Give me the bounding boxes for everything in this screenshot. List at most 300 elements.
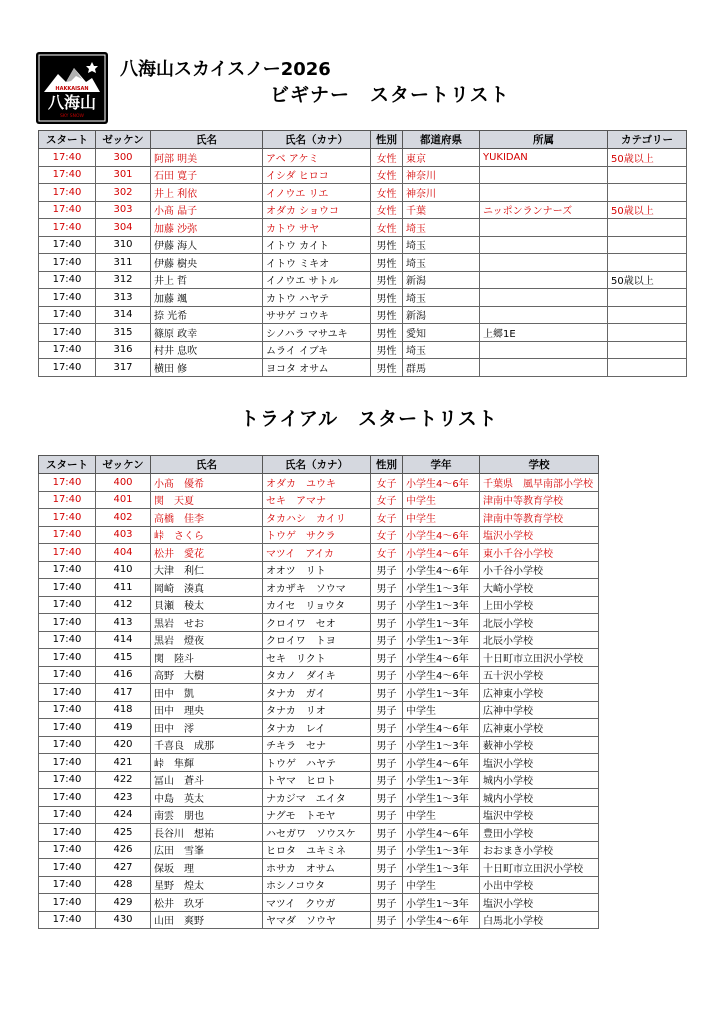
name-kana-cell: アベ アケミ xyxy=(263,149,371,167)
prefecture-cell: 愛知 xyxy=(403,324,480,342)
name-cell: 阿部 明美 xyxy=(151,149,263,167)
gender-cell: 女性 xyxy=(371,201,403,219)
gender-cell: 男子 xyxy=(371,841,403,859)
name-cell: 高橋 佳李 xyxy=(151,509,263,527)
grade-cell: 小学生1～3年 xyxy=(403,596,480,614)
column-header: 都道府県 xyxy=(403,131,480,149)
name-cell: 中島 英太 xyxy=(151,789,263,807)
name-cell: 貝瀬 稜太 xyxy=(151,596,263,614)
column-header: 氏名（カナ） xyxy=(263,456,371,474)
name-cell: 大津 利仁 xyxy=(151,561,263,579)
trial-row xyxy=(39,806,599,824)
column-header: 所属 xyxy=(480,131,608,149)
grade-cell: 中学生 xyxy=(403,701,480,719)
school-cell: 大崎小学校 xyxy=(480,579,599,597)
category-cell xyxy=(608,254,687,272)
category-cell xyxy=(608,324,687,342)
grade-cell: 小学生4～6年 xyxy=(403,824,480,842)
name-cell: 長谷川 想祐 xyxy=(151,824,263,842)
prefecture-cell: 新潟 xyxy=(403,271,480,289)
gender-cell: 男性 xyxy=(371,271,403,289)
beginner-row xyxy=(39,254,687,272)
bib-number-cell: 429 xyxy=(96,894,151,912)
logo-text-main: 八海山 xyxy=(47,93,97,112)
bib-number-cell: 315 xyxy=(96,324,151,342)
start-time-cell: 17:40 xyxy=(39,561,96,579)
grade-cell: 小学生4～6年 xyxy=(403,911,480,929)
trial-header-row xyxy=(39,456,599,474)
name-cell: 村井 息吹 xyxy=(151,341,263,359)
prefecture-cell: 群馬 xyxy=(403,359,480,377)
beginner-row xyxy=(39,201,687,219)
start-time-cell: 17:40 xyxy=(39,324,96,342)
prefecture-cell: 埼玉 xyxy=(403,289,480,307)
column-header: 学校 xyxy=(480,456,599,474)
name-cell: 伊藤 海人 xyxy=(151,236,263,254)
trial-row xyxy=(39,754,599,772)
bib-number-cell: 421 xyxy=(96,754,151,772)
bib-number-cell: 428 xyxy=(96,876,151,894)
affiliation-cell xyxy=(480,166,608,184)
trial-row xyxy=(39,596,599,614)
name-cell: 広田 雪峯 xyxy=(151,841,263,859)
gender-cell: 女子 xyxy=(371,474,403,492)
name-kana-cell: チキラ セナ xyxy=(263,736,371,754)
start-time-cell: 17:40 xyxy=(39,149,96,167)
trial-row xyxy=(39,789,599,807)
affiliation-cell xyxy=(480,184,608,202)
grade-cell: 小学生1～3年 xyxy=(403,789,480,807)
trial-row xyxy=(39,894,599,912)
affiliation-cell xyxy=(480,219,608,237)
gender-cell: 男性 xyxy=(371,289,403,307)
prefecture-cell: 埼玉 xyxy=(403,236,480,254)
trial-row xyxy=(39,684,599,702)
bib-number-cell: 417 xyxy=(96,684,151,702)
beginner-row xyxy=(39,341,687,359)
gender-cell: 男子 xyxy=(371,649,403,667)
start-time-cell: 17:40 xyxy=(39,544,96,562)
gender-cell: 男子 xyxy=(371,736,403,754)
bib-number-cell: 402 xyxy=(96,509,151,527)
event-logo xyxy=(36,52,108,124)
beginner-row xyxy=(39,324,687,342)
trial-row xyxy=(39,561,599,579)
bib-number-cell: 416 xyxy=(96,666,151,684)
name-kana-cell: タナカ リオ xyxy=(263,701,371,719)
bib-number-cell: 420 xyxy=(96,736,151,754)
grade-cell: 小学生1～3年 xyxy=(403,841,480,859)
prefecture-cell: 新潟 xyxy=(403,306,480,324)
affiliation-cell: YUKIDAN xyxy=(480,149,608,167)
name-kana-cell: カトウ サヤ xyxy=(263,219,371,237)
school-cell: 広神中学校 xyxy=(480,701,599,719)
grade-cell: 小学生4～6年 xyxy=(403,719,480,737)
affiliation-cell xyxy=(480,236,608,254)
bib-number-cell: 410 xyxy=(96,561,151,579)
start-time-cell: 17:40 xyxy=(39,236,96,254)
name-kana-cell: トウゲ ハヤテ xyxy=(263,754,371,772)
start-time-cell: 17:40 xyxy=(39,341,96,359)
gender-cell: 女性 xyxy=(371,149,403,167)
school-cell: 塩沢小学校 xyxy=(480,754,599,772)
affiliation-cell xyxy=(480,306,608,324)
beginner-row xyxy=(39,166,687,184)
name-cell: 保坂 理 xyxy=(151,859,263,877)
name-cell: 井上 哲 xyxy=(151,271,263,289)
gender-cell: 男子 xyxy=(371,719,403,737)
category-cell xyxy=(608,341,687,359)
column-header: ゼッケン xyxy=(96,131,151,149)
school-cell: 豊田小学校 xyxy=(480,824,599,842)
name-cell: 捺 光希 xyxy=(151,306,263,324)
trial-row xyxy=(39,719,599,737)
school-cell: 千葉県 風早南部小学校 xyxy=(480,474,599,492)
gender-cell: 男性 xyxy=(371,341,403,359)
affiliation-cell xyxy=(480,359,608,377)
grade-cell: 小学生4～6年 xyxy=(403,561,480,579)
trial-row xyxy=(39,509,599,527)
bib-number-cell: 304 xyxy=(96,219,151,237)
column-header: 氏名 xyxy=(151,456,263,474)
name-cell: 岡崎 湊真 xyxy=(151,579,263,597)
name-kana-cell: セキ リクト xyxy=(263,649,371,667)
start-time-cell: 17:40 xyxy=(39,754,96,772)
gender-cell: 女性 xyxy=(371,219,403,237)
grade-cell: 小学生4～6年 xyxy=(403,649,480,667)
name-kana-cell: ハセガワ ソウスケ xyxy=(263,824,371,842)
category-cell xyxy=(608,306,687,324)
start-time-cell: 17:40 xyxy=(39,701,96,719)
mountain-logo-icon xyxy=(36,52,108,124)
name-kana-cell: オダカ ショウコ xyxy=(263,201,371,219)
logo-text-bottom: SKY SNOW xyxy=(59,114,85,119)
start-time-cell: 17:40 xyxy=(39,894,96,912)
column-header: 性別 xyxy=(371,456,403,474)
gender-cell: 男子 xyxy=(371,771,403,789)
grade-cell: 小学生1～3年 xyxy=(403,684,480,702)
gender-cell: 女子 xyxy=(371,491,403,509)
gender-cell: 女性 xyxy=(371,184,403,202)
name-cell: 山田 爽野 xyxy=(151,911,263,929)
bib-number-cell: 426 xyxy=(96,841,151,859)
beginner-row xyxy=(39,306,687,324)
start-time-cell: 17:40 xyxy=(39,509,96,527)
bib-number-cell: 412 xyxy=(96,596,151,614)
school-cell: 白馬北小学校 xyxy=(480,911,599,929)
gender-cell: 男子 xyxy=(371,806,403,824)
trial-row xyxy=(39,666,599,684)
name-kana-cell: シノハラ マサユキ xyxy=(263,324,371,342)
grade-cell: 小学生4～6年 xyxy=(403,754,480,772)
category-cell xyxy=(608,184,687,202)
bib-number-cell: 418 xyxy=(96,701,151,719)
name-cell: 冨山 蒼斗 xyxy=(151,771,263,789)
bib-number-cell: 419 xyxy=(96,719,151,737)
bib-number-cell: 401 xyxy=(96,491,151,509)
trial-row xyxy=(39,771,599,789)
bib-number-cell: 411 xyxy=(96,579,151,597)
school-cell: 小千谷小学校 xyxy=(480,561,599,579)
bib-number-cell: 423 xyxy=(96,789,151,807)
name-cell: 南雲 朋也 xyxy=(151,806,263,824)
trial-row xyxy=(39,474,599,492)
school-cell: 五十沢小学校 xyxy=(480,666,599,684)
trial-start-list-table xyxy=(38,455,599,929)
gender-cell: 男子 xyxy=(371,859,403,877)
start-time-cell: 17:40 xyxy=(39,911,96,929)
start-time-cell: 17:40 xyxy=(39,166,96,184)
name-kana-cell: マツイ クウガ xyxy=(263,894,371,912)
name-kana-cell: ヒロタ ユキミネ xyxy=(263,841,371,859)
school-cell: 津南中等教育学校 xyxy=(480,509,599,527)
bib-number-cell: 415 xyxy=(96,649,151,667)
name-cell: 加藤 沙弥 xyxy=(151,219,263,237)
prefecture-cell: 埼玉 xyxy=(403,219,480,237)
name-kana-cell: タナカ ガイ xyxy=(263,684,371,702)
start-time-cell: 17:40 xyxy=(39,306,96,324)
gender-cell: 男子 xyxy=(371,631,403,649)
beginner-row xyxy=(39,289,687,307)
beginner-row xyxy=(39,149,687,167)
school-cell: 広神東小学校 xyxy=(480,719,599,737)
affiliation-cell xyxy=(480,254,608,272)
category-cell xyxy=(608,289,687,307)
beginner-start-list-table xyxy=(38,130,687,377)
name-cell: 千喜良 成那 xyxy=(151,736,263,754)
trial-row xyxy=(39,631,599,649)
gender-cell: 男性 xyxy=(371,254,403,272)
name-cell: 峠 隼輝 xyxy=(151,754,263,772)
trial-row xyxy=(39,824,599,842)
affiliation-cell xyxy=(480,271,608,289)
start-time-cell: 17:40 xyxy=(39,684,96,702)
beginner-row xyxy=(39,219,687,237)
grade-cell: 小学生1～3年 xyxy=(403,736,480,754)
gender-cell: 女子 xyxy=(371,544,403,562)
name-cell: 高野 大樹 xyxy=(151,666,263,684)
start-time-cell: 17:40 xyxy=(39,474,96,492)
bib-number-cell: 413 xyxy=(96,614,151,632)
name-kana-cell: タナカ レイ xyxy=(263,719,371,737)
name-kana-cell: ナグモ トモヤ xyxy=(263,806,371,824)
name-cell: 井上 利依 xyxy=(151,184,263,202)
name-cell: 小髙 優希 xyxy=(151,474,263,492)
name-kana-cell: クロイワ セオ xyxy=(263,614,371,632)
school-cell: 十日町市立田沢小学校 xyxy=(480,859,599,877)
affiliation-cell: ニッポンランナーズ xyxy=(480,201,608,219)
beginner-header-row xyxy=(39,131,687,149)
category-cell: 50歳以上 xyxy=(608,201,687,219)
name-kana-cell: オオツ リト xyxy=(263,561,371,579)
name-kana-cell: ヤマダ ソウヤ xyxy=(263,911,371,929)
grade-cell: 小学生1～3年 xyxy=(403,631,480,649)
name-kana-cell: イノウエ サトル xyxy=(263,271,371,289)
prefecture-cell: 神奈川 xyxy=(403,184,480,202)
start-time-cell: 17:40 xyxy=(39,736,96,754)
bib-number-cell: 303 xyxy=(96,201,151,219)
name-cell: 横田 修 xyxy=(151,359,263,377)
name-cell: 加藤 颯 xyxy=(151,289,263,307)
name-cell: 関 陸斗 xyxy=(151,649,263,667)
grade-cell: 小学生4～6年 xyxy=(403,474,480,492)
school-cell: 城内小学校 xyxy=(480,789,599,807)
gender-cell: 男性 xyxy=(371,306,403,324)
start-time-cell: 17:40 xyxy=(39,631,96,649)
school-cell: 東小千谷小学校 xyxy=(480,544,599,562)
beginner-row xyxy=(39,236,687,254)
start-time-cell: 17:40 xyxy=(39,579,96,597)
bib-number-cell: 403 xyxy=(96,526,151,544)
start-time-cell: 17:40 xyxy=(39,596,96,614)
category-cell xyxy=(608,166,687,184)
column-header: カテゴリー xyxy=(608,131,687,149)
gender-cell: 男子 xyxy=(371,701,403,719)
beginner-row xyxy=(39,359,687,377)
trial-row xyxy=(39,491,599,509)
column-header: スタート xyxy=(39,131,96,149)
start-time-cell: 17:40 xyxy=(39,841,96,859)
gender-cell: 男性 xyxy=(371,324,403,342)
school-cell: 塩沢小学校 xyxy=(480,526,599,544)
prefecture-cell: 千葉 xyxy=(403,201,480,219)
school-cell: 北辰小学校 xyxy=(480,614,599,632)
start-time-cell: 17:40 xyxy=(39,859,96,877)
trial-row xyxy=(39,841,599,859)
school-cell: おおまき小学校 xyxy=(480,841,599,859)
bib-number-cell: 425 xyxy=(96,824,151,842)
name-kana-cell: カトウ ハヤテ xyxy=(263,289,371,307)
name-cell: 松井 玖牙 xyxy=(151,894,263,912)
gender-cell: 男子 xyxy=(371,596,403,614)
gender-cell: 男性 xyxy=(371,359,403,377)
start-time-cell: 17:40 xyxy=(39,719,96,737)
trial-row xyxy=(39,876,599,894)
gender-cell: 男子 xyxy=(371,754,403,772)
trial-row xyxy=(39,579,599,597)
name-kana-cell: ナカジマ エイタ xyxy=(263,789,371,807)
name-kana-cell: ホサカ オサム xyxy=(263,859,371,877)
category-cell xyxy=(608,359,687,377)
bib-number-cell: 300 xyxy=(96,149,151,167)
name-kana-cell: セキ アマナ xyxy=(263,491,371,509)
name-cell: 星野 煌太 xyxy=(151,876,263,894)
column-header: 氏名 xyxy=(151,131,263,149)
trial-row xyxy=(39,544,599,562)
name-cell: 篠原 政幸 xyxy=(151,324,263,342)
grade-cell: 小学生4～6年 xyxy=(403,544,480,562)
name-kana-cell: タカノ ダイキ xyxy=(263,666,371,684)
name-kana-cell: マツイ アイカ xyxy=(263,544,371,562)
start-time-cell: 17:40 xyxy=(39,771,96,789)
trial-row xyxy=(39,701,599,719)
gender-cell: 男子 xyxy=(371,876,403,894)
gender-cell: 男子 xyxy=(371,614,403,632)
name-cell: 田中 澪 xyxy=(151,719,263,737)
start-time-cell: 17:40 xyxy=(39,184,96,202)
bib-number-cell: 404 xyxy=(96,544,151,562)
name-kana-cell: イトウ カイト xyxy=(263,236,371,254)
name-kana-cell: クロイワ トヨ xyxy=(263,631,371,649)
name-cell: 石田 寛子 xyxy=(151,166,263,184)
category-cell: 50歳以上 xyxy=(608,149,687,167)
trial-row xyxy=(39,649,599,667)
school-cell: 城内小学校 xyxy=(480,771,599,789)
bib-number-cell: 422 xyxy=(96,771,151,789)
name-cell: 関 天夏 xyxy=(151,491,263,509)
beginner-row xyxy=(39,271,687,289)
start-time-cell: 17:40 xyxy=(39,219,96,237)
gender-cell: 女性 xyxy=(371,166,403,184)
bib-number-cell: 311 xyxy=(96,254,151,272)
grade-cell: 小学生1～3年 xyxy=(403,771,480,789)
name-kana-cell: ササゲ コウキ xyxy=(263,306,371,324)
grade-cell: 小学生1～3年 xyxy=(403,859,480,877)
gender-cell: 男子 xyxy=(371,911,403,929)
category-cell xyxy=(608,219,687,237)
bib-number-cell: 400 xyxy=(96,474,151,492)
gender-cell: 男子 xyxy=(371,561,403,579)
beginner-row xyxy=(39,184,687,202)
category-cell xyxy=(608,236,687,254)
start-time-cell: 17:40 xyxy=(39,614,96,632)
beginner-title: ビギナー スタートリスト xyxy=(270,84,510,106)
gender-cell: 男子 xyxy=(371,684,403,702)
grade-cell: 小学生1～3年 xyxy=(403,579,480,597)
start-time-cell: 17:40 xyxy=(39,789,96,807)
start-time-cell: 17:40 xyxy=(39,271,96,289)
affiliation-cell: 上郷1E xyxy=(480,324,608,342)
trial-row xyxy=(39,859,599,877)
logo-text-top: HAKKAISAN xyxy=(55,86,89,92)
school-cell: 津南中等教育学校 xyxy=(480,491,599,509)
name-cell: 伊藤 樹央 xyxy=(151,254,263,272)
trial-title: トライアル スタートリスト xyxy=(240,408,498,430)
name-kana-cell: イトウ ミキオ xyxy=(263,254,371,272)
grade-cell: 中学生 xyxy=(403,876,480,894)
column-header: 氏名（カナ） xyxy=(263,131,371,149)
name-cell: 黒岩 せお xyxy=(151,614,263,632)
name-cell: 峠 さくら xyxy=(151,526,263,544)
prefecture-cell: 埼玉 xyxy=(403,254,480,272)
start-time-cell: 17:40 xyxy=(39,526,96,544)
grade-cell: 中学生 xyxy=(403,491,480,509)
trial-row xyxy=(39,526,599,544)
name-kana-cell: ムライ イブキ xyxy=(263,341,371,359)
start-time-cell: 17:40 xyxy=(39,649,96,667)
gender-cell: 男子 xyxy=(371,789,403,807)
bib-number-cell: 430 xyxy=(96,911,151,929)
column-header: 性別 xyxy=(371,131,403,149)
name-kana-cell: ホシノコウタ xyxy=(263,876,371,894)
school-cell: 塩沢小学校 xyxy=(480,894,599,912)
trial-row xyxy=(39,736,599,754)
name-kana-cell: タカハシ カイリ xyxy=(263,509,371,527)
start-time-cell: 17:40 xyxy=(39,876,96,894)
name-kana-cell: オカザキ ソウマ xyxy=(263,579,371,597)
start-time-cell: 17:40 xyxy=(39,289,96,307)
bib-number-cell: 317 xyxy=(96,359,151,377)
event-title: 八海山スカイスノー2026 xyxy=(120,59,331,80)
name-cell: 田中 理央 xyxy=(151,701,263,719)
prefecture-cell: 東京 xyxy=(403,149,480,167)
grade-cell: 小学生4～6年 xyxy=(403,526,480,544)
bib-number-cell: 314 xyxy=(96,306,151,324)
bib-number-cell: 316 xyxy=(96,341,151,359)
gender-cell: 男子 xyxy=(371,894,403,912)
column-header: スタート xyxy=(39,456,96,474)
gender-cell: 女子 xyxy=(371,509,403,527)
